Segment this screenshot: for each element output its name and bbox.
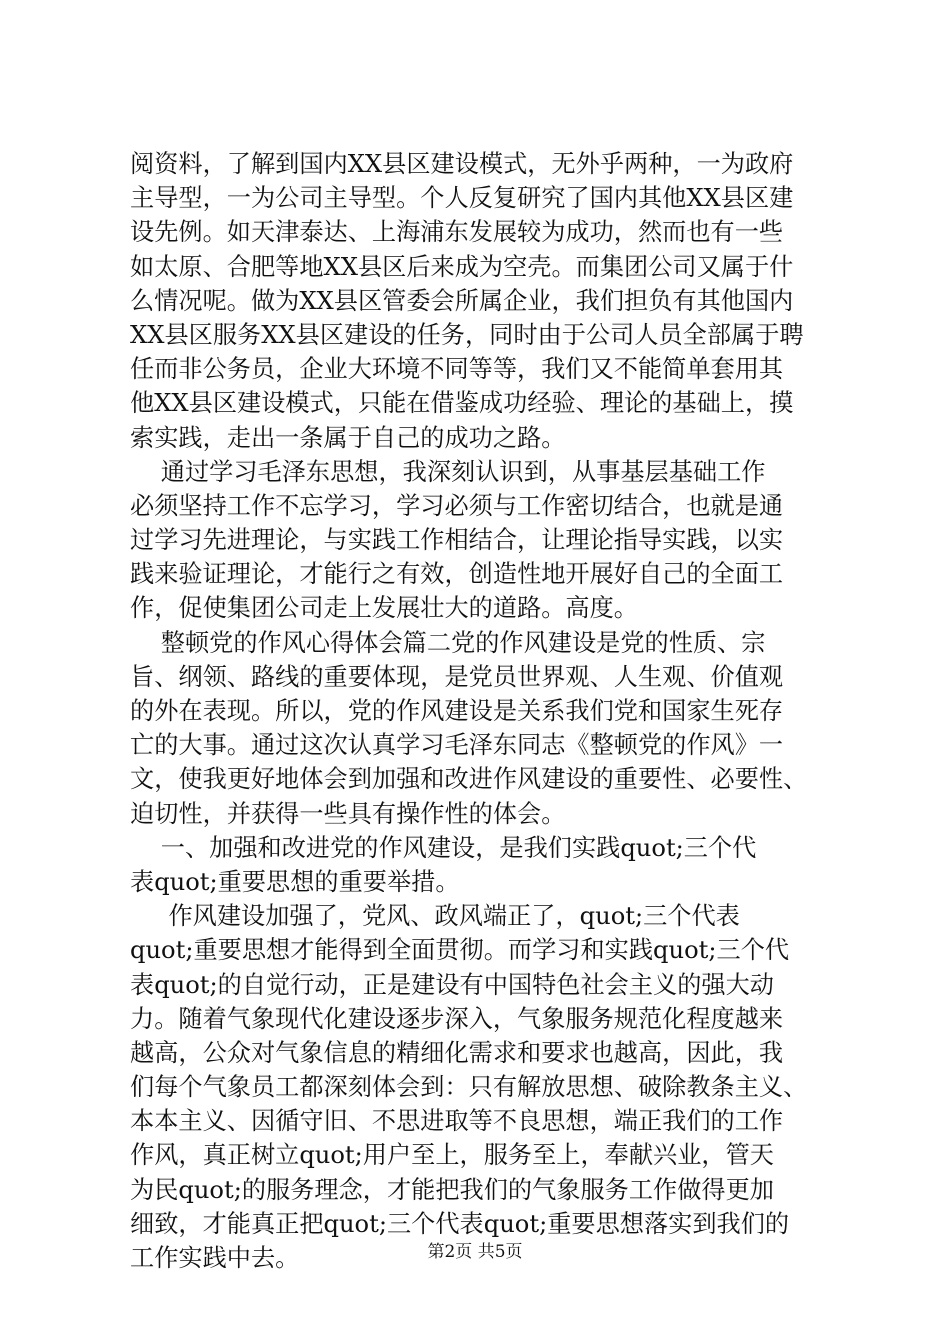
text-line: quot;重要思想才能得到全面贯彻。而学习和实践quot;三个代: [130, 936, 790, 965]
text-line: 作风，真正树立quot;用户至上，服务至上，奉献兴业，管天: [130, 1141, 774, 1170]
text-line: 如太原、合肥等地XX县区后来成为空壳。而集团公司又属于什: [130, 252, 794, 281]
text-line: 通过学习毛泽东思想，我深刻认识到，从事基层基础工作: [130, 457, 766, 486]
text-line: 整顿党的作风心得体会篇二党的作风建设是党的性质、宗: [130, 628, 766, 657]
text-line: 过学习先进理论，与实践工作相结合，让理论指导实践，以实: [130, 526, 784, 555]
text-line: 们每个气象员工都深刻体会到：只有解放思想、破除教条主义、: [130, 1073, 808, 1102]
text-line: 他XX县区建设模式，只能在借鉴成功经验、理论的基础上，摸: [130, 389, 794, 418]
text-line: 索实践，走出一条属于自己的成功之路。: [130, 423, 566, 452]
page-number-label: 第2页 共5页: [427, 1242, 523, 1262]
text-line: 作，促使集团公司走上发展壮大的道路。高度。: [130, 594, 638, 623]
page-footer: [0, 1241, 950, 1263]
text-line: 任而非公务员，企业大环境不同等等，我们又不能简单套用其: [130, 355, 784, 384]
text-line: 主导型，一为公司主导型。个人反复研究了国内其他XX县区建: [130, 184, 794, 213]
text-line: 旨、纲领、路线的重要体现，是党员世界观、人生观、价值观: [130, 662, 784, 691]
text-line: 亡的大事。通过这次认真学习毛泽东同志《整顿党的作风》一: [130, 731, 784, 760]
text-line: 细致，才能真正把quot;三个代表quot;重要思想落实到我们的: [130, 1209, 790, 1238]
text-line: XX县区服务XX县区建设的任务，同时由于公司人员全部属于聘: [130, 320, 804, 349]
text-line: 阅资料，了解到国内XX县区建设模式，无外乎两种，一为政府: [130, 150, 794, 178]
text-line: 么情况呢。做为XX县区管委会所属企业，我们担负有其他国内: [130, 286, 794, 315]
text-line: 为民quot;的服务理念，才能把我们的气象服务工作做得更加: [130, 1175, 774, 1204]
text-line: 一、加强和改进党的作风建设，是我们实践quot;三个代: [130, 833, 757, 862]
text-line: 迫切性，并获得一些具有操作性的体会。: [130, 799, 566, 828]
text-line: 表quot;重要思想的重要举措。: [130, 867, 460, 896]
text-line: 表quot;的自觉行动，正是建设有中国特色社会主义的强大动: [130, 970, 774, 999]
text-line: 工作实践中去。: [130, 1244, 300, 1272]
text-line: 作风建设加强了，党风、政风端正了，quot;三个代表: [130, 902, 740, 931]
document-body: [130, 147, 830, 1275]
text-line: 文，使我更好地体会到加强和改进作风建设的重要性、必要性、: [130, 765, 808, 794]
text-line: 本本主义、因循守旧、不思进取等不良思想，端正我们的工作: [130, 1107, 784, 1136]
text-line: 践来验证理论，才能行之有效，创造性地开展好自己的全面工: [130, 560, 784, 589]
text-line: 必须坚持工作不忘学习，学习必须与工作密切结合，也就是通: [130, 491, 784, 520]
text-line: 的外在表现。所以，党的作风建设是关系我们党和国家生死存: [130, 697, 784, 725]
text-line: 越高，公众对气象信息的精细化需求和要求也越高，因此，我: [130, 1038, 784, 1067]
text-line: 力。随着气象现代化建设逐步深入，气象服务规范化程度越来: [130, 1004, 784, 1033]
text-line: 设先例。如天津泰达、上海浦东发展较为成功，然而也有一些: [130, 218, 784, 247]
